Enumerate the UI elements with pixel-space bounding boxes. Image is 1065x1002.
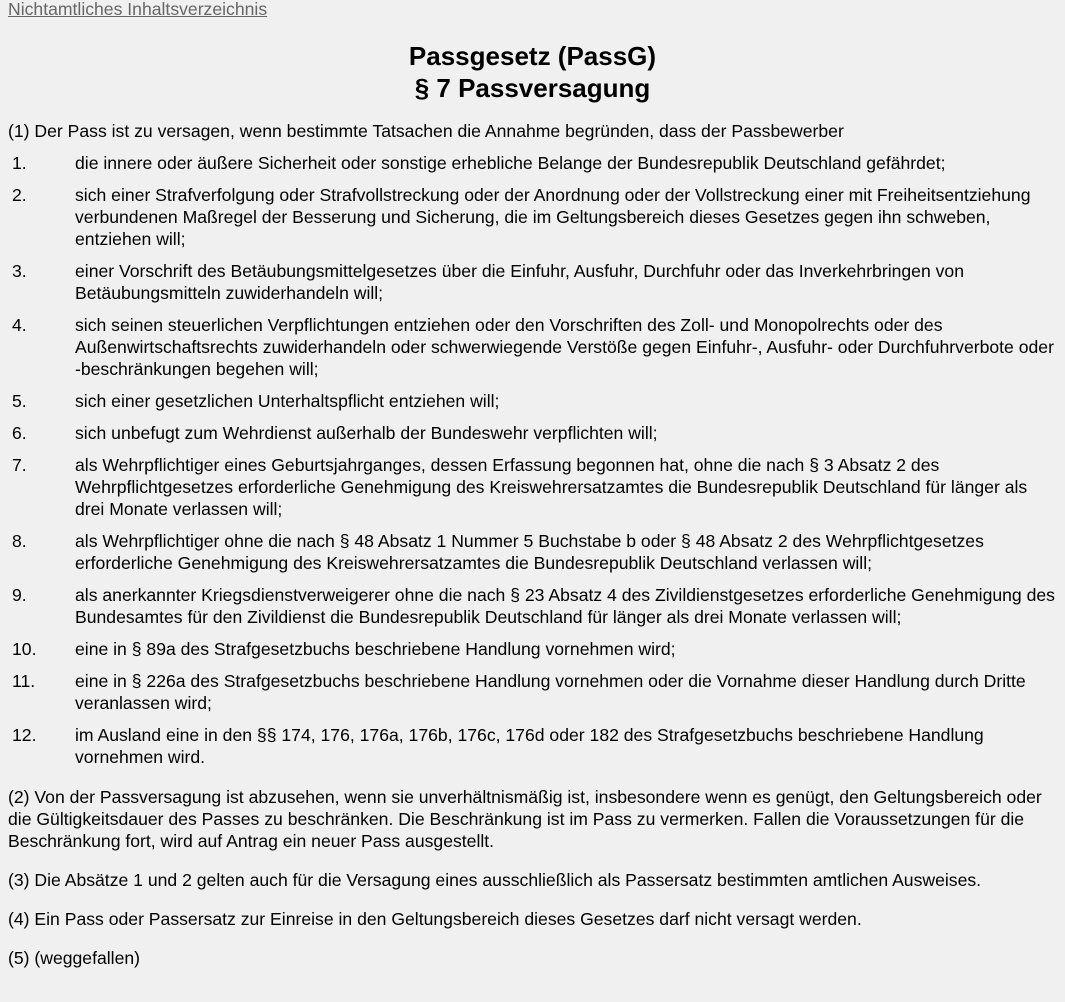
list-item bbox=[8, 260, 1058, 304]
item-text: eine in § 226a des Strafgesetzbuchs beschriebene Handlung vornehmen oder die Vornahme dieser Handlung durch Dritte veranlassen wird; bbox=[75, 671, 1026, 713]
item-number: 6. bbox=[12, 423, 27, 443]
item-text: die innere oder äußere Sicherheit oder sonstige erhebliche Belange der Bundesrepublik Deutschland gefährdet; bbox=[75, 153, 946, 173]
section-content bbox=[8, 120, 1058, 969]
item-text: als anerkannter Kriegsdienstverweigerer ohne die nach § 23 Absatz 4 des Zivildienstgesetzes erforderliche Genehmigung des Bundesamtes für den Zivildienst die Bundesrepublik Deutschland für länger als drei Monate verlassen will; bbox=[75, 585, 1055, 627]
item-list bbox=[8, 152, 1058, 768]
paragraph-3: (3) Die Absätze 1 und 2 gelten auch für die Versagung eines ausschließlich als Passersatz bestimmten amtlichen Ausweises. bbox=[8, 870, 982, 890]
item-number: 10. bbox=[12, 639, 37, 659]
list-item bbox=[8, 152, 1058, 174]
item-number: 5. bbox=[12, 391, 27, 411]
item-text: sich seinen steuerlichen Verpflichtungen entziehen oder den Vorschriften des Zoll- und Monopolrechts oder des Außenwirtschaftsrechts zuwiderhandeln oder schwerwiegende Verstöße gegen Einfuhr-, Ausfuhr- oder Durchfuhrverbote oder -beschränkungen begehen will; bbox=[75, 315, 1054, 379]
item-text: sich einer gesetzlichen Unterhaltspflicht entziehen will; bbox=[75, 391, 500, 411]
list-item bbox=[8, 390, 1058, 412]
item-text: als Wehrpflichtiger eines Geburtsjahrganges, dessen Erfassung begonnen hat, ohne die nach § 3 Absatz 2 des Wehrpflichtgesetzes erforderliche Genehmigung des Kreiswehrersatzamtes die Bundesrepublik Deutschland für länger als drei Monate verlassen will; bbox=[75, 455, 1028, 519]
item-text: einer Vorschrift des Betäubungsmittelgesetzes über die Einfuhr, Ausfuhr, Durchfuhr oder das Inverkehrbringen von Betäubungsmitteln zuwiderhandeln will; bbox=[75, 261, 964, 303]
page-title bbox=[0, 40, 1065, 104]
list-item bbox=[8, 314, 1058, 380]
paragraph-2: (2) Von der Passversagung ist abzusehen, wenn sie unverhältnismäßig ist, insbesondere wenn es genügt, den Geltungsbereich oder die Gültigkeitsdauer des Passes zu beschränken. Die Beschränkung ist im Pass zu vermerken. Fallen die Voraussetzungen für die Beschränkung fort, wird auf Antrag ein neuer Pass ausgestellt. bbox=[8, 787, 1042, 851]
item-number: 3. bbox=[12, 261, 27, 281]
list-item bbox=[8, 422, 1058, 444]
law-title: Passgesetz (PassG) bbox=[408, 41, 657, 71]
item-text: im Ausland eine in den §§ 174, 176, 176a, 176b, 176c, 176d oder 182 des Strafgesetzbuchs beschriebene Handlung vornehmen wird. bbox=[75, 725, 984, 767]
item-number: 9. bbox=[12, 585, 27, 605]
paragraph-4: (4) Ein Pass oder Passersatz zur Einreise in den Geltungsbereich dieses Gesetzes darf nicht versagt werden. bbox=[8, 909, 862, 929]
list-item bbox=[8, 184, 1058, 250]
item-number: 11. bbox=[12, 671, 36, 691]
item-number: 4. bbox=[12, 315, 27, 335]
list-item bbox=[8, 638, 1058, 660]
item-number: 8. bbox=[12, 531, 27, 551]
section-title: § 7 Passversagung bbox=[414, 73, 651, 103]
item-text: sich unbefugt zum Wehrdienst außerhalb der Bundeswehr verpflichten will; bbox=[75, 423, 658, 443]
item-number: 7. bbox=[12, 455, 27, 475]
list-item bbox=[8, 454, 1058, 520]
table-of-contents-link[interactable]: Nichtamtliches Inhaltsverzeichnis bbox=[8, 0, 268, 19]
list-item bbox=[8, 724, 1058, 768]
item-text: als Wehrpflichtiger ohne die nach § 48 Absatz 1 Nummer 5 Buchstabe b oder § 48 Absatz 2 des Wehrpflichtgesetzes erforderliche Genehmigung des Kreiswehrersatzamtes die Bundesrepublik Deutschland verlassen will; bbox=[75, 531, 984, 573]
paragraph-1-intro: (1) Der Pass ist zu versagen, wenn bestimmte Tatsachen die Annahme begründen, dass der Passbewerber bbox=[8, 121, 844, 141]
item-text: eine in § 89a des Strafgesetzbuchs beschriebene Handlung vornehmen wird; bbox=[75, 639, 676, 659]
list-item bbox=[8, 584, 1058, 628]
list-item bbox=[8, 670, 1058, 714]
item-number: 12. bbox=[12, 725, 37, 745]
item-text: sich einer Strafverfolgung oder Strafvollstreckung oder der Anordnung oder der Vollstreckung einer mit Freiheitsentziehung verbundenen Maßregel der Besserung und Sicherung, die im Geltungsbereich dieses Gesetzes gegen ihn schweben, entziehen will; bbox=[75, 185, 1031, 249]
item-number: 1. bbox=[12, 153, 27, 173]
paragraph-5: (5) (weggefallen) bbox=[8, 948, 141, 968]
item-number: 2. bbox=[12, 185, 27, 205]
list-item bbox=[8, 530, 1058, 574]
